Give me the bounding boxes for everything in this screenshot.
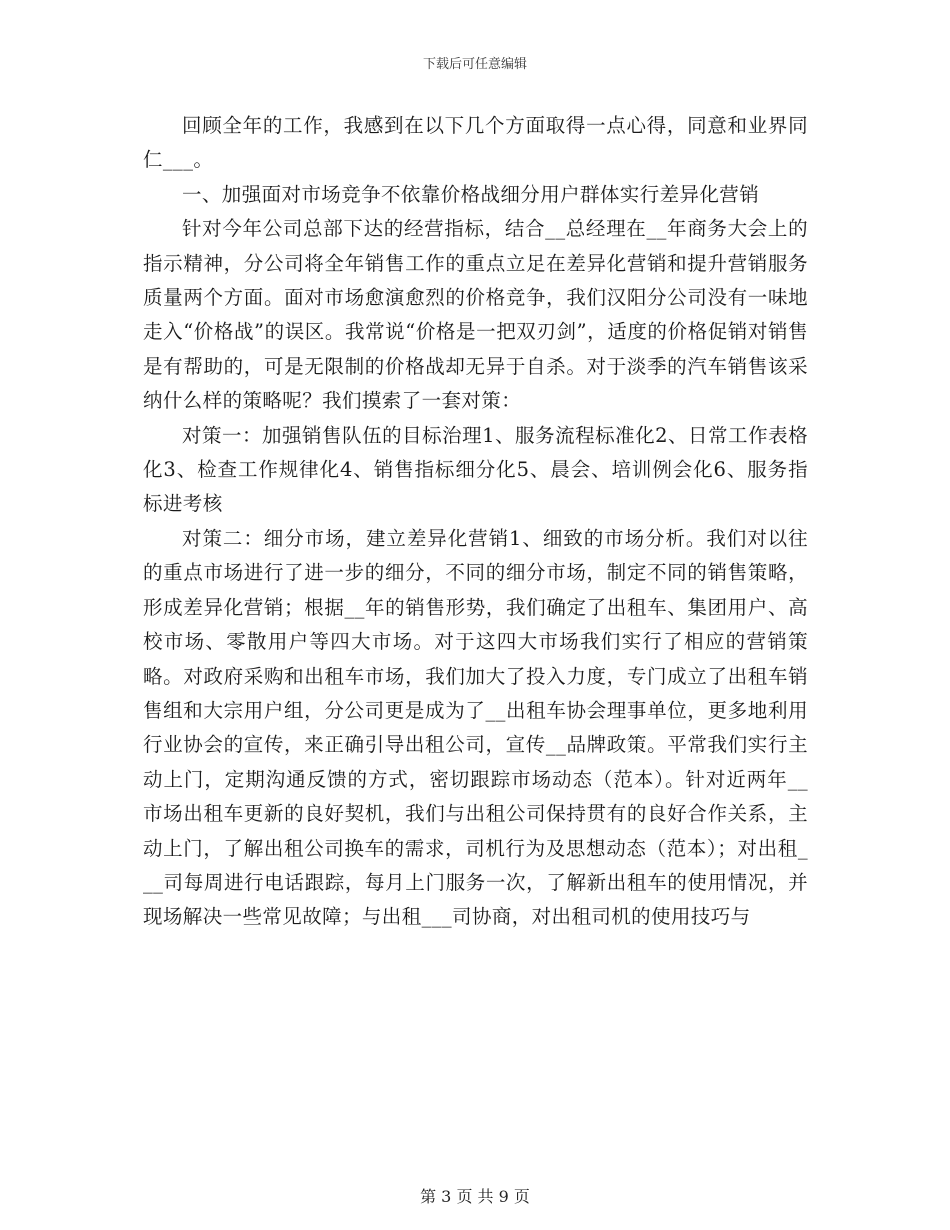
page-number: 第 3 页 共 9 页 [420, 1187, 530, 1206]
paragraph-context: 针对今年公司总部下达的经营指标，结合__总经理在__年商务大会上的指示精神，分公司将全年销售工作的重点立足在差异化营销和提升营销服务质量两个方面。面对市场愈演愈烈的价格竞争，我们汉阳分公司没有一味地走入“价格战”的误区。我常说“价格是一把双刃剑”，适度的价格促销对销售是有帮助的，可是无限制的价格战却无异于自杀。对于淡季的汽车销售该采纳什么样的策略呢？我们摸索了一套对策： [143, 217, 808, 413]
section-heading: 一、加强面对市场竞争不依靠价格战细分用户群体实行差异化营销 [182, 182, 760, 206]
paragraph-strategy-two: 对策二：细分市场，建立差异化营销1、细致的市场分析。我们对以往的重点市场进行了进一步的细分，不同的细分市场，制定不同的销售策略，形成差异化营销；根据__年的销售形势，我们确定了出租车、集团用户、高校市场、零散用户等四大市场。对于这四大市场我们实行了相应的营销策略。对政府采购和出租车市场，我们加大了投入力度，专门成立了出租车销售组和大宗用户组，分公司更是成为了__出租车协会理事单位，更多地利用行业协会的宣传，来正确引导出租公司，宣传__品牌政策。平常我们实行主动上门，定期沟通反馈的方式，密切跟踪市场动态（范本）。针对近两年__市场出租车更新的良好契机，我们与出租公司保持贯有的良好合作关系，主动上门，了解出租公司换车的需求，司机行为及思想动态（范本）；对出租___司每周进行电话跟踪，每月上门服务一次，了解新出租车的使用情况，并现场解决一些常见故障；与出租___司协商，对出租司机的使用技巧与 [143, 526, 808, 929]
paragraph-strategy-one: 对策一：加强销售队伍的目标治理1、服务流程标准化2、日常工作表格化3、检查工作规律化4、销售指标细分化5、晨会、培训例会化6、服务指标进考核 [143, 423, 808, 516]
paragraph-intro: 回顾全年的工作，我感到在以下几个方面取得一点心得，同意和业界同仁___。 [143, 114, 808, 172]
page-header: 下载后可任意编辑 [422, 57, 527, 72]
document-body [143, 109, 808, 935]
